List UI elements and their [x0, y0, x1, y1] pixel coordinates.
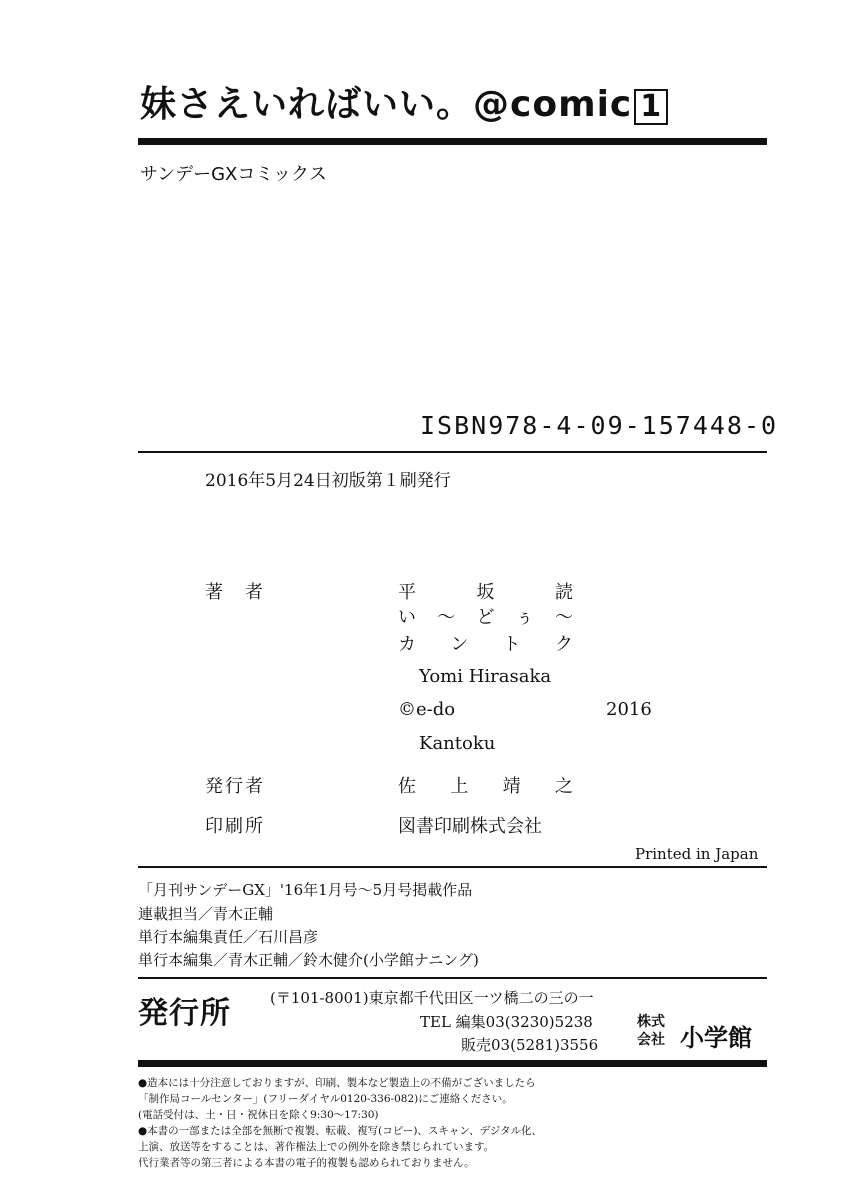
copyright-name-1: Yomi Hirasaka — [419, 666, 552, 687]
author-1-char: 坂 — [476, 582, 495, 603]
author-1-char: 平 — [398, 582, 416, 603]
series-name: サンデーGXコミックス — [140, 164, 327, 185]
author-3-char: ン — [450, 634, 469, 655]
note-line: 上演、放送等をすることは、著作権法上での例外を除き禁じられています。 — [138, 1141, 495, 1153]
copyright-name-2: ©e-do — [398, 699, 456, 720]
info-line: 連載担当／青木正輔 — [138, 905, 274, 923]
kk-bottom: 会社 — [637, 1032, 665, 1048]
publisher-person-label: 発行者 — [205, 776, 265, 797]
author-3-char: ク — [554, 634, 573, 655]
edition-date: 2016年5月24日初版第１刷発行 — [205, 471, 451, 491]
author-3-char: ト — [502, 634, 521, 655]
publisher-person-char: 上 — [450, 776, 469, 797]
note-line: 「制作局コールセンター」(フリーダイヤル0120-336-082)にご連絡ください。 — [138, 1093, 513, 1105]
publisher-person-name — [398, 772, 573, 798]
publisher-label: 発行所 — [138, 996, 231, 1031]
author-3-char: カ — [398, 634, 416, 655]
author-2-char: ぅ — [515, 607, 534, 628]
kk-top: 株式 — [637, 1014, 665, 1030]
volume-number-box: 1 — [634, 89, 668, 125]
publisher-tel-sales: 販売03(5281)3556 — [461, 1036, 599, 1054]
copyright-name-3: Kantoku — [419, 733, 496, 754]
printer-name: 図書印刷株式会社 — [398, 816, 542, 837]
note-line: (電話受付は、土・日・祝休日を除く9:30〜17:30) — [138, 1109, 379, 1121]
author-2-char: い — [398, 607, 416, 628]
info-rule-top — [138, 866, 767, 868]
publisher-rule-top — [138, 977, 767, 979]
author-name-3 — [398, 630, 573, 656]
author-name-2 — [398, 603, 573, 629]
author-2-char: ど — [476, 607, 495, 628]
publisher-rule-bottom — [138, 1060, 767, 1067]
note-line: 代行業者等の第三者による本書の電子的複製も認められておりません。 — [138, 1157, 475, 1169]
isbn-rule — [138, 451, 767, 453]
title-rule — [138, 138, 767, 145]
book-title-text: 妹さえいればいい。@comic — [140, 84, 633, 125]
info-line: 「月刊サンデーGX」'16年1月号〜5月号掲載作品 — [138, 881, 473, 899]
copyright-year: 2016 — [606, 699, 652, 720]
isbn: ISBN978-4-09-157448-0 — [420, 411, 779, 440]
info-line: 単行本編集責任／石川昌彦 — [138, 928, 319, 946]
publisher-name: 小学館 — [680, 1024, 752, 1052]
info-line: 単行本編集／青木正輔／鈴木健介(小学館ナニング) — [138, 951, 479, 969]
author-1-char: 読 — [555, 582, 573, 603]
publisher-person-char: 之 — [554, 776, 573, 797]
note-line: ●造本には十分注意しておりますが、印刷、製本など製造上の不備がございましたら — [138, 1077, 536, 1089]
book-title — [140, 76, 668, 127]
publisher-person-char: 佐 — [398, 776, 416, 797]
note-line: ●本書の一部または全部を無断で複製、転載、複写(コピー)、スキャン、デジタル化、 — [138, 1125, 542, 1137]
author-label: 著 者 — [205, 582, 265, 603]
publisher-person-char: 靖 — [502, 776, 521, 797]
author-2-char: 〜 — [555, 607, 573, 628]
author-name-1 — [398, 578, 573, 604]
publisher-address: (〒101-8001)東京都千代田区一ツ橋二の三の一 — [270, 989, 594, 1007]
printed-in-japan: Printed in Japan — [635, 845, 759, 863]
kabushiki-kaisha-mark — [637, 1013, 665, 1049]
printer-label: 印刷所 — [205, 816, 265, 837]
author-2-char: 〜 — [437, 607, 456, 628]
publisher-tel-edit: TEL 編集03(3230)5238 — [420, 1013, 593, 1031]
